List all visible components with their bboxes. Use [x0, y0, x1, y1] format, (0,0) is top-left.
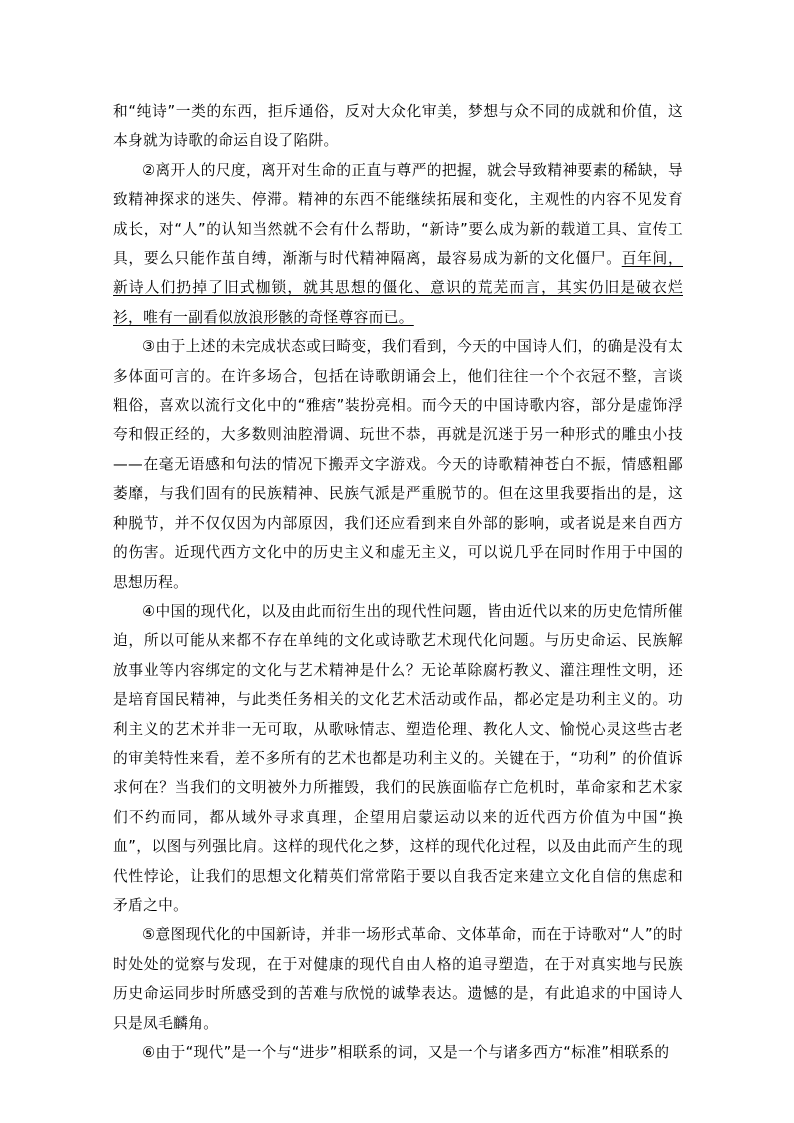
- paragraph-text: ⑥由于“现代”是一个与“进步”相联系的词，又是一个与诸多西方“标准”相联系的: [142, 1044, 670, 1061]
- paragraph-text: ⑤意图现代化的中国新诗，并非一场形式革命、文体革命，而在于诗歌对“人”的时时处处的觉察与发现，在于对健康的现代自由人格的追寻塑造，在于对真实地与民族历史命运同步时所感受到的苦难与欣悦的诚挚表达。遗憾的是，有此追求的中国诗人只是凤毛麟角。: [113, 926, 683, 1032]
- paragraph-2: [113, 156, 683, 332]
- paragraph-3: [113, 332, 683, 597]
- paragraph-text: ②离开人的尺度，离开对生命的正直与尊严的把握，就会导致精神要素的稀缺，导致精神探求的迷失、停滞。精神的东西不能继续拓展和变化，主观性的内容不见发育成长，对“人”的认知当然就不会有什么帮助，“新诗”要么成为新的载道工具、宣传工具，要么只能作茧自缚，渐渐与时代精神隔离，最容易成为新的文化僵尸。: [113, 161, 683, 268]
- paragraph-text: 和“纯诗”一类的东西，拒斥通俗，反对大众化审美，梦想与众不同的成就和价值，这本身就为诗歌的命运自设了陷阱。: [113, 103, 683, 150]
- document-page: [113, 97, 683, 1067]
- paragraph-text: ③由于上述的未完成状态或曰畸变，我们看到，今天的中国诗人们，的确是没有太多体面可言的。在许多场合，包括在诗歌朗诵会上，他们往往一个个衣冠不整，言谈粗俗，喜欢以流行文化中的“雅痞”装扮亮相。而今天的中国诗歌内容，部分是虚饰浮夸和假正经的，大多数则油腔滑调、玩世不恭，再就是沉迷于另一种形式的雕虫小技——在毫无语感和句法的情况下搬弄文字游戏。今天的诗歌精神苍白不振，情感粗鄙萎靡，与我们固有的民族精神、民族气派是严重脱节的。但在这里我要指出的是，这种脱节，并不仅仅因为内部原因，我们还应看到来自外部的影响，或者说是来自西方的伤害。近现代西方文化中的历史主义和虚无主义，可以说几乎在同时作用于中国的思想历程。: [113, 338, 683, 591]
- underlined-sentence: 百年间，新诗人们扔掉了旧式枷锁，就其思想的僵化、意识的荒芜而言，其实仍旧是破衣烂衫，唯有一副看似放浪形骸的奇怪尊容而已。: [113, 250, 683, 326]
- paragraph-5: [113, 920, 683, 1038]
- paragraph-1-continued: [113, 97, 683, 156]
- paragraph-4: [113, 597, 683, 920]
- paragraph-text: ④中国的现代化，以及由此而衍生出的现代性问题，皆由近代以来的历史危情所催迫，所以可能从来都不存在单纯的文化或诗歌艺术现代化问题。与历史命运、民族解放事业等内容绑定的文化与艺术精神是什么？无论革除腐朽教义、灌注理性文明，还是培育国民精神，与此类任务相关的文化艺术活动或作品，都必定是功利主义的。功利主义的艺术并非一无可取，从歌咏情志、塑造伦理、教化人文、愉悦心灵这些古老的审美特性来看，差不多所有的艺术也都是功利主义的。关键在于，“功利” 的价值诉求何在？当我们的文明被外力所摧毁，我们的民族面临存亡危机时，革命家和艺术家们不约而同，都从域外寻求真理，企望用启蒙运动以来的近代西方价值为中国“换血”，以图与列强比肩。这样的现代化之梦，这样的现代化过程，以及由此而产生的现代性悖论，让我们的思想文化精英们常常陷于要以自我否定来建立文化自信的焦虑和矛盾之中。: [113, 602, 683, 914]
- paragraph-6: [113, 1038, 683, 1067]
